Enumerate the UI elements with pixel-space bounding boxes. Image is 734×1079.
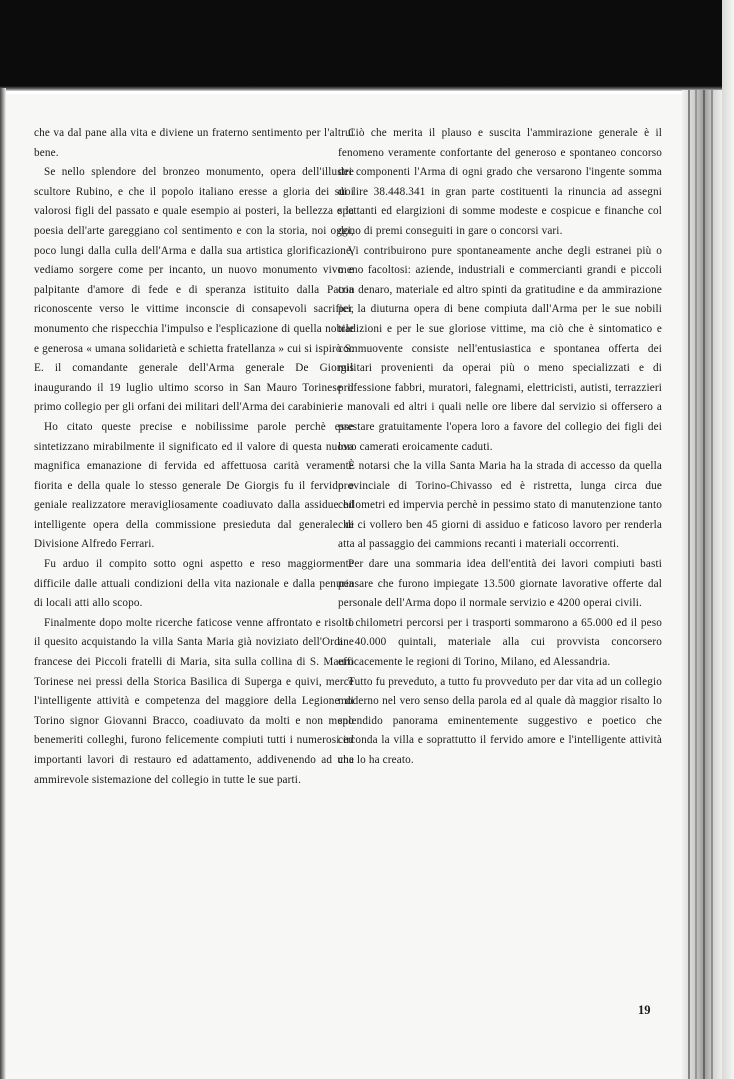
paragraph: Tutto fu preveduto, a tutto fu provveduto per dar vita ad un collegio moderno nel vero senso della parola ed al quale dà maggior risalto lo splendido panorama eminentemente suggestivo e poetico che circonda la villa e soprattutto il fervido amore e l'intelligente attività che lo ha creato.: [338, 675, 662, 766]
paragraph: Ho citato queste precise e nobilissime parole perchè esse sintetizzano mirabilmente il significato ed il valore di questa nuova magnifica emanazione di fervida ed affettuosa carità veramente fiorita e della quale lo stesso generale De Giorgis fu il fervido e geniale realizzatore meravigliosamente coadiuvato dalla assidue ed intelligente opera della commissione presieduta dal generale di Divisione Alfredo Ferrari.: [34, 420, 354, 551]
scan-right-margin: [722, 0, 734, 1079]
paragraph: È notarsi che la villa Santa Maria ha la strada di accesso da quella provinciale di Torino-Chivasso ed è ristretta, lunga circa due chilometri ed impervia perchè in pessimo stato di manutenzione tanto che ci vollero ben 45 giorni di assiduo e faticoso lavoro per renderla atta al passaggio dei cammions recanti i materiali occorrenti.: [338, 460, 662, 551]
paragraph: Vi contribuirono pure spontaneamente anche degli estranei più o meno facoltosi: aziende, industriali e commercianti grandi e piccoli con denaro, materiale ed altro spinti da gratitudine e da ammirazione per la diuturna opera di bene compiuta dall'Arma per le sue nobili tradizioni e per le sue gloriose vittime, ma ciò che è sintomatico e commuovente consiste nell'entusiastica e spontanea offerta dei militari provenienti da operai più o meno specializzati e di professione fabbri, muratori, falegnami, elettricisti, autisti, terrazzieri e manovali ed altri i quali nelle ore libere dal servizio si offersero a prestare gratuitamente l'opera loro a favore del collegio dei figli dei loro camerati eroicamente caduti.: [338, 244, 662, 453]
paragraph: Finalmente dopo molte ricerche faticose venne affrontato e risolto il quesito acquistando la villa Santa Maria già noviziato dell'Ordine francese dei Piccoli fratelli di Maria, sita sulla collina di S. Mauro Torinese nei pressi della Storica Basilica di Superga e quivi, mercè l'intelligente attività e competenza del maggiore della Legione di Torino signor Giovanni Bracco, coadiuvato da molti e non meno benemeriti colleghi, furono felicemente compiuti tutti i numerosi ed importanti lavori di restauro ed adattamento, addivenendo ad una ammirevole sistemazione del collegio in tutte le sue parti.: [34, 616, 354, 786]
text-column-right: [338, 124, 662, 771]
paragraph: Ciò che merita il plauso e suscita l'ammirazione generale è il fenomeno veramente confortante del generoso e spontaneo concorso dei componenti l'Arma di ogni grado che versarono l'ingente somma di lire 38.448.341 in gran parte costituenti la rinuncia ad assegni spettanti ed elargizioni di somme modeste e cospicue e finanche col dono di premi conseguiti in gare o concorsi vari.: [338, 127, 662, 237]
paragraph: Se nello splendore del bronzeo monumento, opera dell'illustre scultore Rubino, e che il popolo italiano eresse a gloria dei suoi valorosi figli del passato e quale esempio ai posteri, la bellezza e la poesia dell'arte gareggiano col sentimento e con la storia, noi oggi, poco lungi dalla culla dell'Arma e dalla sua artistica glorificazione, vediamo sorgere come per incanto, un nuovo monumento vivo e palpitante d'amore di fede e di speranza istituito dalla Patria riconoscente verso le vittime inconscie di consapevoli sacrifici, monumento che rispecchia l'impulso e l'esplicazione di quella nobile e generosa « umana solidarietà e schietta fratellanza » cui si ispirò S. E. il comandante generale dell'Arma generale De Giorgis inaugurando il 19 luglio ultimo scorso in San Mauro Torinese il primo collegio per gli orfani dei militari dell'Arma dei carabinieri.: [34, 166, 354, 414]
scan-left-shadow: [0, 88, 6, 1079]
paragraph: Fu arduo il compito sotto ogni aspetto e reso maggiormente difficile dalle attuali condizioni della vita nazionale e dalla penuria di locali atti allo scopo.: [34, 558, 354, 610]
text-column-left: [34, 124, 354, 790]
scan-dark-band: [0, 0, 734, 86]
scan-band-edge: [0, 86, 734, 91]
paragraph: che va dal pane alla vita e diviene un fraterno sentimento per l'altrui bene.: [34, 127, 354, 159]
page-number: 19: [638, 1003, 651, 1017]
scan-page-edge-strip: [682, 90, 722, 1079]
paragraph: I chilometri percorsi per i trasporti sommarono a 65.000 ed il peso a 40.000 quintali, materiale alla cui provvista concorsero efficacemente le regioni di Torino, Milano, ed Alessandria.: [338, 616, 662, 669]
paragraph: Per dare una sommaria idea dell'entità dei lavori compiuti basti pensare che furono impiegate 13.500 giornate lavorative offerte dal personale dell'Arma dopo il normale servizio e 4200 operai civili.: [338, 558, 662, 610]
